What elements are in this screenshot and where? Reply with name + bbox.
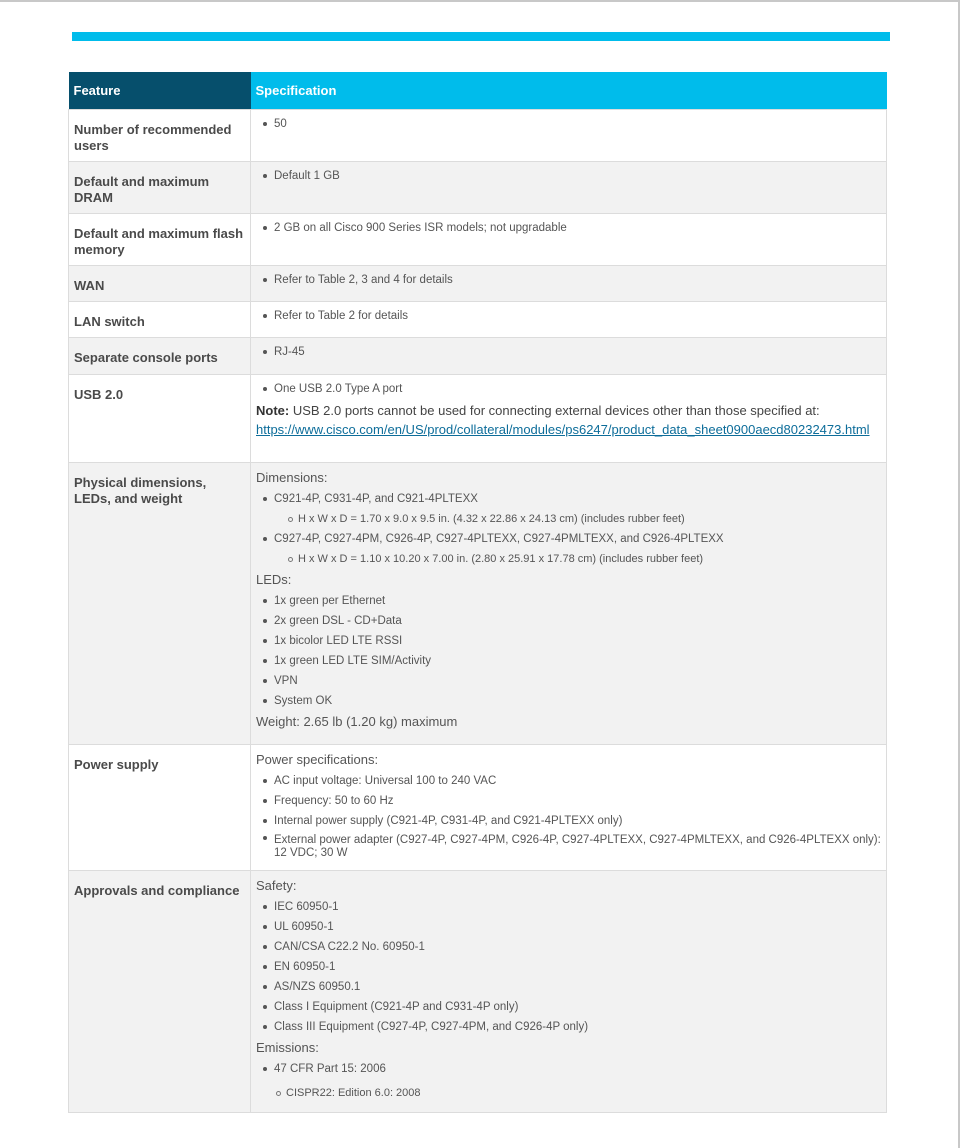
table-row	[69, 110, 887, 162]
table-row	[69, 302, 887, 338]
spec-cell	[251, 871, 887, 1113]
list-item: External power adapter (C927-4P, C927-4PM, C926-4P, C927-4PLTEXX, C927-4PMLTEXX, and C926-4PLTEXX only): 12 VDC; 30 W	[262, 831, 881, 863]
spec-cell	[251, 463, 887, 745]
sub-list-item: CISPR22: Edition 6.0: 2008	[274, 1083, 881, 1103]
list-item: Refer to Table 2, 3 and 4 for details	[262, 270, 881, 290]
table-row	[69, 745, 887, 871]
list-item: Internal power supply (C921-4P, C931-4P, and C921-4PLTEXX only)	[262, 811, 881, 831]
header-feature: Feature	[69, 72, 251, 110]
list-item: Class I Equipment (C921-4P and C931-4P only)	[262, 997, 881, 1017]
dimension-model-group: C927-4P, C927-4PM, C926-4P, C927-4PLTEXX, C927-4PMLTEXX, and C926-4PLTEXX	[274, 533, 724, 545]
list-item	[262, 489, 881, 529]
table-row	[69, 338, 887, 375]
leds-label: LEDs:	[256, 572, 292, 587]
dimension-model-group: C921-4P, C931-4P, and C921-4PLTEXX	[274, 493, 478, 505]
table-header-row	[69, 72, 887, 110]
feature-cell: WAN	[69, 266, 251, 302]
feature-cell: Default and maximum DRAM	[69, 162, 251, 214]
sub-list-item: H x W x D = 1.10 x 10.20 x 7.00 in. (2.80 x 25.91 x 17.78 cm) (includes rubber feet)	[286, 549, 881, 569]
spec-cell	[251, 214, 887, 266]
spec-cell	[251, 375, 887, 463]
feature-cell: Default and maximum flash memory	[69, 214, 251, 266]
note-text: USB 2.0 ports cannot be used for connecting external devices other than those specified at:	[289, 403, 820, 418]
table-row	[69, 375, 887, 463]
list-item: Frequency: 50 to 60 Hz	[262, 791, 881, 811]
list-item: Refer to Table 2 for details	[262, 306, 881, 326]
list-item: IEC 60950-1	[262, 897, 881, 917]
usb-note	[256, 401, 881, 439]
table-row	[69, 871, 887, 1113]
feature-cell: USB 2.0	[69, 375, 251, 463]
emissions-label: Emissions:	[256, 1040, 319, 1055]
dimensions-label: Dimensions:	[256, 470, 328, 485]
list-item: 47 CFR Part 15: 2006	[262, 1059, 881, 1079]
spec-cell	[251, 302, 887, 338]
weight-text: Weight: 2.65 lb (1.20 kg) maximum	[256, 714, 458, 729]
product-data-sheet-link[interactable]: https://www.cisco.com/en/US/prod/collateral/modules/ps6247/product_data_sheet0900aecd80232473.html	[256, 422, 870, 437]
list-item: 2 GB on all Cisco 900 Series ISR models; not upgradable	[262, 218, 881, 238]
spec-cell	[251, 338, 887, 375]
list-item: 1x green LED LTE SIM/Activity	[262, 651, 881, 671]
list-item: VPN	[262, 671, 881, 691]
feature-cell: Separate console ports	[69, 338, 251, 375]
list-item: 2x green DSL - CD+Data	[262, 611, 881, 631]
feature-cell: Power supply	[69, 745, 251, 871]
list-item: Class III Equipment (C927-4P, C927-4PM, and C926-4P only)	[262, 1017, 881, 1037]
header-specification: Specification	[251, 72, 887, 110]
spec-cell	[251, 110, 887, 162]
list-item: RJ-45	[262, 342, 881, 362]
feature-cell: Approvals and compliance	[69, 871, 251, 1113]
spec-cell	[251, 266, 887, 302]
list-item: Default 1 GB	[262, 166, 881, 186]
list-item: UL 60950-1	[262, 917, 881, 937]
list-item: 1x bicolor LED LTE RSSI	[262, 631, 881, 651]
specifications-table	[68, 72, 887, 1113]
sub-list-item: H x W x D = 1.70 x 9.0 x 9.5 in. (4.32 x 22.86 x 24.13 cm) (includes rubber feet)	[286, 509, 881, 529]
table-row	[69, 266, 887, 302]
feature-cell: Physical dimensions, LEDs, and weight	[69, 463, 251, 745]
accent-top-bar	[72, 32, 890, 41]
table-row	[69, 463, 887, 745]
list-item: CAN/CSA C22.2 No. 60950-1	[262, 937, 881, 957]
safety-label: Safety:	[256, 878, 297, 893]
table-row	[69, 214, 887, 266]
table-row	[69, 162, 887, 214]
spec-cell	[251, 162, 887, 214]
list-item: One USB 2.0 Type A port	[262, 379, 881, 399]
list-item: AC input voltage: Universal 100 to 240 VAC	[262, 771, 881, 791]
list-item: 1x green per Ethernet	[262, 591, 881, 611]
note-label: Note:	[256, 403, 290, 418]
list-item: System OK	[262, 691, 881, 711]
feature-cell: LAN switch	[69, 302, 251, 338]
list-item: EN 60950-1	[262, 957, 881, 977]
spec-cell	[251, 745, 887, 871]
list-item	[262, 529, 881, 569]
feature-cell: Number of recommended users	[69, 110, 251, 162]
list-item: AS/NZS 60950.1	[262, 977, 881, 997]
list-item: 50	[262, 114, 881, 134]
power-spec-label: Power specifications:	[256, 752, 379, 767]
